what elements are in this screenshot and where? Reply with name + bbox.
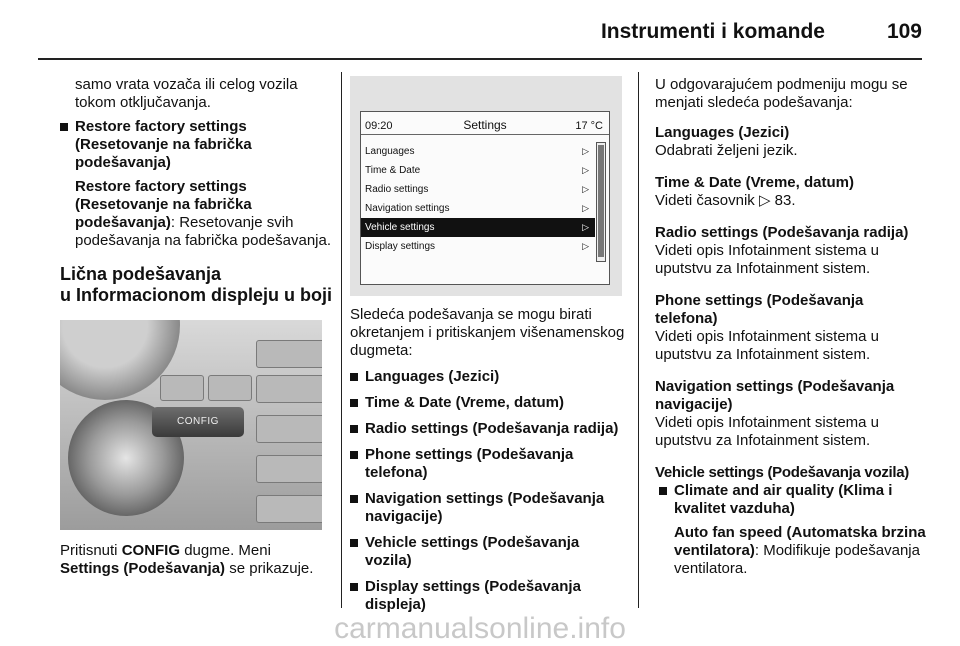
arrow-right-icon: ▷ xyxy=(582,222,589,232)
bullet-square-icon xyxy=(659,487,667,495)
press-config-term: CONFIG xyxy=(121,542,181,559)
entry-title: Languages (Jezici) xyxy=(655,124,790,141)
bullet-square-icon xyxy=(350,425,358,433)
entry-title: Time & Date (Vreme, datum) xyxy=(655,174,854,191)
column-divider-1 xyxy=(341,72,342,608)
console-slot xyxy=(160,375,204,401)
list-item-label: Time & Date (Vreme, datum) xyxy=(365,394,564,411)
bullet-square-icon xyxy=(350,451,358,459)
settings-menu-list xyxy=(361,142,595,256)
screen-scrollbar xyxy=(596,142,606,262)
column-divider-2 xyxy=(638,72,639,608)
list-item xyxy=(350,394,628,412)
entry-title: Phone settings (Podešavanja telefona) xyxy=(655,292,864,327)
menu-item-label: Languages xyxy=(365,146,415,157)
fan-speed-term: Auto fan speed (Automatska brzina ventilatora) xyxy=(674,524,926,559)
menu-item-display xyxy=(361,237,595,256)
bullet-restore-label: Restore factory settings (Resetovanje na fabrička podešavanja) xyxy=(75,118,252,171)
press-config-text xyxy=(60,542,332,578)
console-photo xyxy=(60,320,322,530)
list-item xyxy=(350,446,628,482)
section-heading-line-1: Lična podešavanja xyxy=(60,264,222,284)
menu-item-languages xyxy=(361,142,595,161)
screen-top-bar xyxy=(361,112,609,135)
entry-desc: Videti opis Infotainment sistema u uputstvu za Infotainment sistem. xyxy=(655,328,880,363)
press-settings-term: Settings (Podešavanja) xyxy=(60,560,226,577)
bullet-square-icon xyxy=(350,583,358,591)
page-number: 109 xyxy=(886,20,922,43)
menu-item-label: Display settings xyxy=(365,241,436,252)
arrow-right-icon: ▷ xyxy=(582,165,589,175)
console-slot xyxy=(208,375,252,401)
list-item-label: Navigation settings (Podešavanja navigacije) xyxy=(365,490,605,525)
list-item xyxy=(350,420,628,438)
arrow-right-icon: ▷ xyxy=(582,146,589,156)
entry-title: Radio settings (Podešavanja radija) xyxy=(655,224,909,241)
column-3 xyxy=(655,76,930,578)
entry-desc: Videti časovnik ▷ 83. xyxy=(655,192,796,209)
list-item xyxy=(350,534,628,570)
menu-item-label: Navigation settings xyxy=(365,203,450,214)
scrollbar-thumb xyxy=(598,145,604,257)
submenu-intro: U odgovarajućem podmeniju mogu se menjati sledeća podešavanja: xyxy=(655,76,908,111)
menu-item-time-date xyxy=(361,161,595,180)
console-slot xyxy=(256,455,322,483)
entry xyxy=(655,292,930,364)
column-1 xyxy=(60,76,332,578)
press-text-2: dugme. Meni xyxy=(180,542,271,559)
bullet-restore xyxy=(60,118,332,172)
config-button: CONFIG xyxy=(152,407,244,437)
section-heading-line-2: u Informacionom displeju u boji xyxy=(60,285,333,305)
list-item xyxy=(350,368,628,386)
bullet-square-icon xyxy=(60,123,68,131)
entry-title: Navigation settings (Podešavanja navigacije) xyxy=(655,378,895,413)
bullet-square-icon xyxy=(350,373,358,381)
list-item-label: Vehicle settings (Podešavanja vozila) xyxy=(365,534,580,569)
bullet-square-icon xyxy=(350,495,358,503)
bullet-square-icon xyxy=(350,399,358,407)
list-item xyxy=(350,490,628,526)
entry-desc: Videti opis Infotainment sistema u uputstvu za Infotainment sistem. xyxy=(655,414,880,449)
console-slot xyxy=(256,415,322,443)
menu-item-vehicle-selected xyxy=(361,218,595,237)
entry xyxy=(655,378,930,450)
watermark: carmanualsonline.info xyxy=(334,612,626,645)
settings-bullet-list xyxy=(350,368,628,614)
settings-intro: Sledeća podešavanja se mogu birati okretanjem i pritiskanjem višenamenskog dugmeta: xyxy=(350,306,625,359)
arrow-right-icon: ▷ xyxy=(582,241,589,251)
fan-speed-desc: : Modifikuje podešavanja ventilatora. xyxy=(674,542,920,577)
console-slot xyxy=(256,340,322,368)
list-item-label: Display settings (Podešavanja displeja) xyxy=(365,578,581,613)
screen-time: 09:20 xyxy=(365,120,393,132)
settings-screen-photo xyxy=(350,76,622,296)
list-item xyxy=(659,482,930,518)
fan-speed-description xyxy=(655,524,930,578)
menu-item-label: Time & Date xyxy=(365,165,421,176)
press-text-1: Pritisnuti xyxy=(60,542,122,559)
entry-vehicle xyxy=(655,464,930,578)
menu-item-radio xyxy=(361,180,595,199)
restore-term: Restore factory settings (Resetovanje na fabrička podešavanja) xyxy=(75,178,252,231)
list-item-label: Radio settings (Podešavanja radija) xyxy=(365,420,619,437)
list-item xyxy=(350,578,628,614)
section-heading xyxy=(60,264,332,306)
arrow-right-icon: ▷ xyxy=(582,184,589,194)
column-2 xyxy=(350,76,628,614)
page-header-title: Instrumenti i komande xyxy=(600,20,825,43)
header-rule xyxy=(38,58,922,60)
entry xyxy=(655,224,930,278)
list-item-label: Languages (Jezici) xyxy=(365,368,500,385)
entry-title: Vehicle settings (Podešavanja vozila) xyxy=(655,464,910,481)
list-item-label: Climate and air quality (Klima i kvalitet vazduha) xyxy=(674,482,893,517)
console-slot xyxy=(256,495,322,523)
entry xyxy=(655,174,930,210)
screen-temperature: 17 °C xyxy=(575,120,603,132)
arrow-right-icon: ▷ xyxy=(582,203,589,213)
intro-text: samo vrata vozača ili celog vozila tokom otključavanja. xyxy=(75,76,298,111)
entry xyxy=(655,124,930,160)
restore-desc: : Resetovanje svih podešavanja na fabrička podešavanja. xyxy=(75,214,332,249)
entry-desc: Videti opis Infotainment sistema u uputstvu za Infotainment sistem. xyxy=(655,242,880,277)
list-item-label: Phone settings (Podešavanja telefona) xyxy=(365,446,574,481)
settings-screen xyxy=(360,111,610,285)
restore-description xyxy=(60,178,332,250)
press-text-3: se prikazuje. xyxy=(225,560,314,577)
entry-desc: Odabrati željeni jezik. xyxy=(655,142,798,159)
menu-item-navigation xyxy=(361,199,595,218)
menu-item-label: Radio settings xyxy=(365,184,429,195)
console-slot xyxy=(256,375,322,403)
menu-item-label: Vehicle settings xyxy=(365,222,435,233)
bullet-square-icon xyxy=(350,539,358,547)
screen-title: Settings xyxy=(463,118,507,132)
